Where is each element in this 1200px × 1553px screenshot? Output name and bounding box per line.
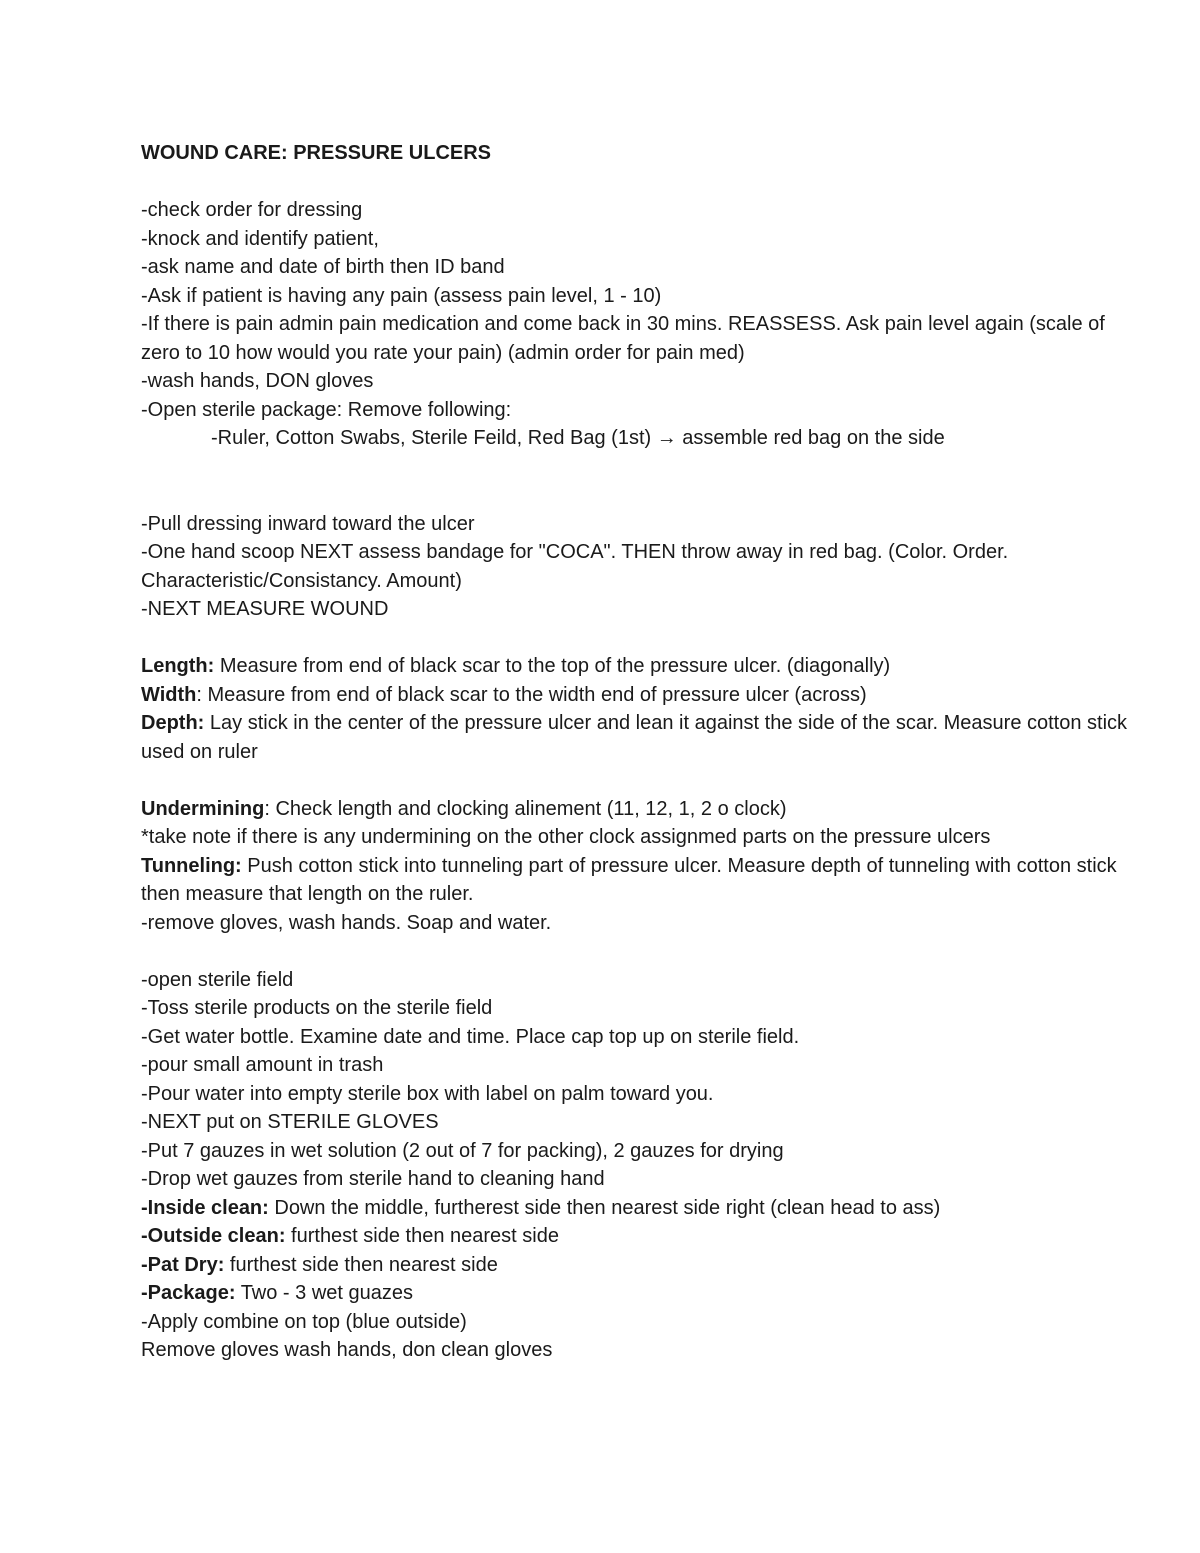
pat-dry-label: -Pat Dry: [141, 1253, 225, 1276]
step-pour-box: -Pour water into empty sterile box with label on palm toward you. [141, 1082, 714, 1105]
step-ask-pain: -Ask if patient is having any pain (assess pain level, 1 - 10) [141, 284, 662, 307]
step-pull-dressing: -Pull dressing inward toward the ulcer [141, 512, 475, 535]
package [141, 1279, 1141, 1308]
inside-clean-label: -Inside clean: [141, 1196, 269, 1219]
inside-clean-text: Down the middle, furtherest side then nearest side right (clean head to ass) [268, 1196, 941, 1219]
step-remove-gloves: -remove gloves, wash hands. Soap and water. [141, 911, 552, 934]
step-sterile-gloves: -NEXT put on STERILE GLOVES [141, 1111, 439, 1133]
pat-dry-text: furthest side then nearest side [224, 1253, 498, 1276]
step-package-items: -Ruler, Cotton Swabs, Sterile Feild, Red Bag (1st) → assemble red bag on the side [211, 427, 945, 449]
undermining-text: : Check length and clocking alinement (11, 12, 1, 2 o clock) [264, 797, 787, 820]
tunneling [141, 852, 1141, 909]
step-ask-name: -ask name and date of birth then ID band [141, 256, 505, 278]
tunneling-text: Push cotton stick into tunneling part of pressure ulcer. Measure depth of tunneling with cotton stick then measure that length on the ruler. [141, 854, 1117, 905]
document-body [141, 139, 1141, 1365]
step-toss-products: -Toss sterile products on the sterile field [141, 997, 493, 1019]
width-text: : Measure from end of black scar to the width end of pressure ulcer (across) [196, 683, 867, 706]
step-pour-trash: -pour small amount in trash [141, 1054, 384, 1076]
step-assess-coca: -One hand scoop NEXT assess bandage for "COCA". THEN throw away in red bag. (Color. Order. Characteristic/Consistancy. Amount) [141, 541, 1009, 592]
spacer [141, 624, 1141, 653]
step-gauzes: -Put 7 gauzes in wet solution (2 out of 7 for packing), 2 gauzes for drying [141, 1139, 784, 1162]
step-apply-combine: -Apply combine on top (blue outside) [141, 1310, 467, 1333]
step-remove-gloves-final: Remove gloves wash hands, don clean gloves [141, 1339, 553, 1361]
step-open-sterile-field: -open sterile field [141, 968, 294, 991]
measure-length [141, 652, 1141, 681]
length-label: Length: [141, 655, 215, 677]
undermining-label: Undermining [141, 797, 265, 820]
tunneling-label: Tunneling: [141, 854, 242, 877]
spacer [141, 453, 1141, 510]
step-check-order: -check order for dressing [141, 199, 363, 221]
step-wash-hands: -wash hands, DON gloves [141, 370, 374, 392]
document-title: WOUND CARE: PRESSURE ULCERS [141, 142, 492, 164]
outside-clean [141, 1222, 1141, 1251]
package-label: -Package: [141, 1282, 236, 1304]
outside-clean-label: -Outside clean: [141, 1225, 286, 1247]
step-pain-medication: -If there is pain admin pain medication and come back in 30 mins. REASSESS. Ask pain level again (scale of zero to 10 how would you rate your pain) (admin order for pain med) [141, 313, 1105, 364]
depth-text: Lay stick in the center of the pressure ulcer and lean it against the side of the scar. Measure cotton stick used on ruler [141, 712, 1128, 763]
step-water-bottle: -Get water bottle. Examine date and time. Place cap top up on sterile field. [141, 1025, 800, 1048]
step-drop-gauzes: -Drop wet gauzes from sterile hand to cleaning hand [141, 1168, 605, 1190]
spacer [141, 766, 1141, 795]
measure-depth [141, 709, 1141, 766]
undermining-note: *take note if there is any undermining on the other clock assignmed parts on the pressure ulcers [141, 826, 991, 848]
measure-width [141, 681, 1141, 710]
width-label: Width [141, 683, 197, 706]
outside-clean-text: furthest side then nearest side [285, 1225, 559, 1247]
undermining [141, 795, 1141, 824]
pat-dry [141, 1251, 1141, 1280]
step-measure-wound: -NEXT MEASURE WOUND [141, 598, 389, 620]
package-text: Two - 3 wet guazes [235, 1282, 413, 1304]
step-open-package: -Open sterile package: Remove following: [141, 398, 512, 421]
length-text: Measure from end of black scar to the top of the pressure ulcer. (diagonally) [214, 655, 891, 677]
step-knock-identify: -knock and identify patient, [141, 227, 379, 250]
inside-clean [141, 1194, 1141, 1223]
spacer [141, 937, 1141, 966]
depth-label: Depth: [141, 712, 205, 734]
